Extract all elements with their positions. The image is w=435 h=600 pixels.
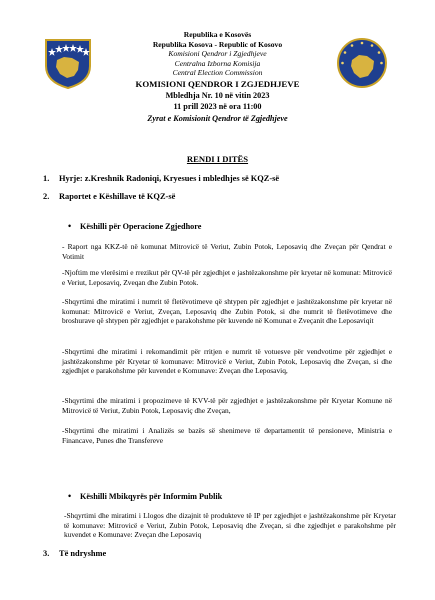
section-title-public-information [68, 491, 222, 501]
agenda-item-3 [43, 549, 106, 558]
paragraph: -Shqyrtimi dhe miratimi i propozimeve të KVV-të për zgjedhjet e jashtëzakonshme për Kryetar Komune në Mitrovicë të Veriut, Zubin Potok, Leposaviç dhe Zveçan, [62, 396, 392, 415]
paragraph: -Shqyrtimi dhe miratimi i rekomandimit për rritjen e numrit të votuesve për vendvotime për zgjedhjet e jashtëzakonshme për Kryetar të komunave: Mitrovicë e Veriut, Zubin Potok, Leposaviq dhe Zveçan, si dhe zgjedhjet e parakohshme për kuvendet e Komunave: Zveçan dhe Leposaviq, [62, 347, 392, 376]
commission-title: KOMISIONI QENDROR I ZGJEDHJEVE [135, 78, 300, 89]
meeting-number: Mbledhja Nr. 10 në vitin 2023 [165, 90, 270, 100]
header-commission-serbian: Centralna Izborna Komisija [174, 58, 261, 68]
section-title-text: Këshilli Mbikqyrës për Informim Publik [80, 492, 223, 501]
bullet-icon: • [68, 221, 72, 231]
header-commission-english: Central Election Commission [172, 68, 263, 78]
agenda-item-text: Raportet e Këshillave të KQZ-së [59, 192, 176, 201]
bullet-icon: • [68, 491, 72, 501]
meeting-date-time: 11 prill 2023 në ora 11:00 [173, 102, 262, 112]
paragraph: -Njoftim me vlerësimi e rrezikut për QV-të për zgjedhjet e jashtëzakonshme për kryetar në komunat: Mitrovicë e Veriut, Leposaviq, Zveqan dhe Zubin Potok. [62, 268, 392, 287]
section-title-text: Këshilli për Operacione Zgjedhore [80, 222, 202, 231]
meeting-place: Zyrat e Komisionit Qendror të Zgjedhjeve [147, 113, 288, 123]
agenda-item-number: 1. [43, 174, 50, 183]
paragraph: -Shqyrtimi dhe miratimi i Analizës se bazës së shenimeve të departamentit të pensioneve, Ministria e Financave, Punes dhe Transfereve [62, 426, 392, 445]
agenda-item-1 [43, 174, 279, 183]
agenda-item-2 [43, 192, 175, 201]
document-header [0, 30, 435, 125]
agenda-title: RENDI I DITËS [186, 154, 249, 164]
paragraph: -Shqyrtimi dhe miratimi i numrit të fletëvotimeve që shtypen për zgjedhjet e jashtëzakonshme për kryetar në komunat: Mitrovicë e Veriut, Zveçan, Leposaviq dhe Zubin Potok, si dhe numrit të fletëvotimeve dhe broshurave që shtypen për zgjedhjet e parakohshme për kuvende në Komunat e Zveçanit dhe Leposaviqit [62, 297, 392, 326]
header-commission-albanian: Komisioni Qendror i Zgjedhjeve [168, 49, 267, 59]
agenda-item-text: Hyrje: z.Kreshnik Radoniqi, Kryesues i mbledhjes së KQZ-së [59, 174, 280, 183]
agenda-item-number: 3. [43, 549, 50, 558]
paragraph: -Shqyrtimi dhe miratimi i Llogos dhe dizajnit të produkteve të IP per zgjedhjet e jashtëzakonshme për Kryetar të komunave: Mitrovicë e Veriut, Zubin Potok, Leposaviq dhe Zveçan, si dhe zgjedhjet e parakohshme për kuvendet e Komunave: Zveçan dhe Leposaviq [64, 511, 396, 540]
header-country-trilingual: Republika Kosova - Republic of Kosovo [152, 39, 283, 49]
section-title-operations [68, 221, 201, 231]
header-country: Republika e Kosovës [183, 30, 252, 39]
paragraph: - Raport nga KKZ-të në komunat Mitrovicë të Veriut, Zubin Potok, Leposaviq dhe Zveçan për Qendrat e Votimit [62, 242, 392, 261]
agenda-item-text: Të ndryshme [59, 549, 107, 558]
agenda-item-number: 2. [43, 192, 50, 201]
